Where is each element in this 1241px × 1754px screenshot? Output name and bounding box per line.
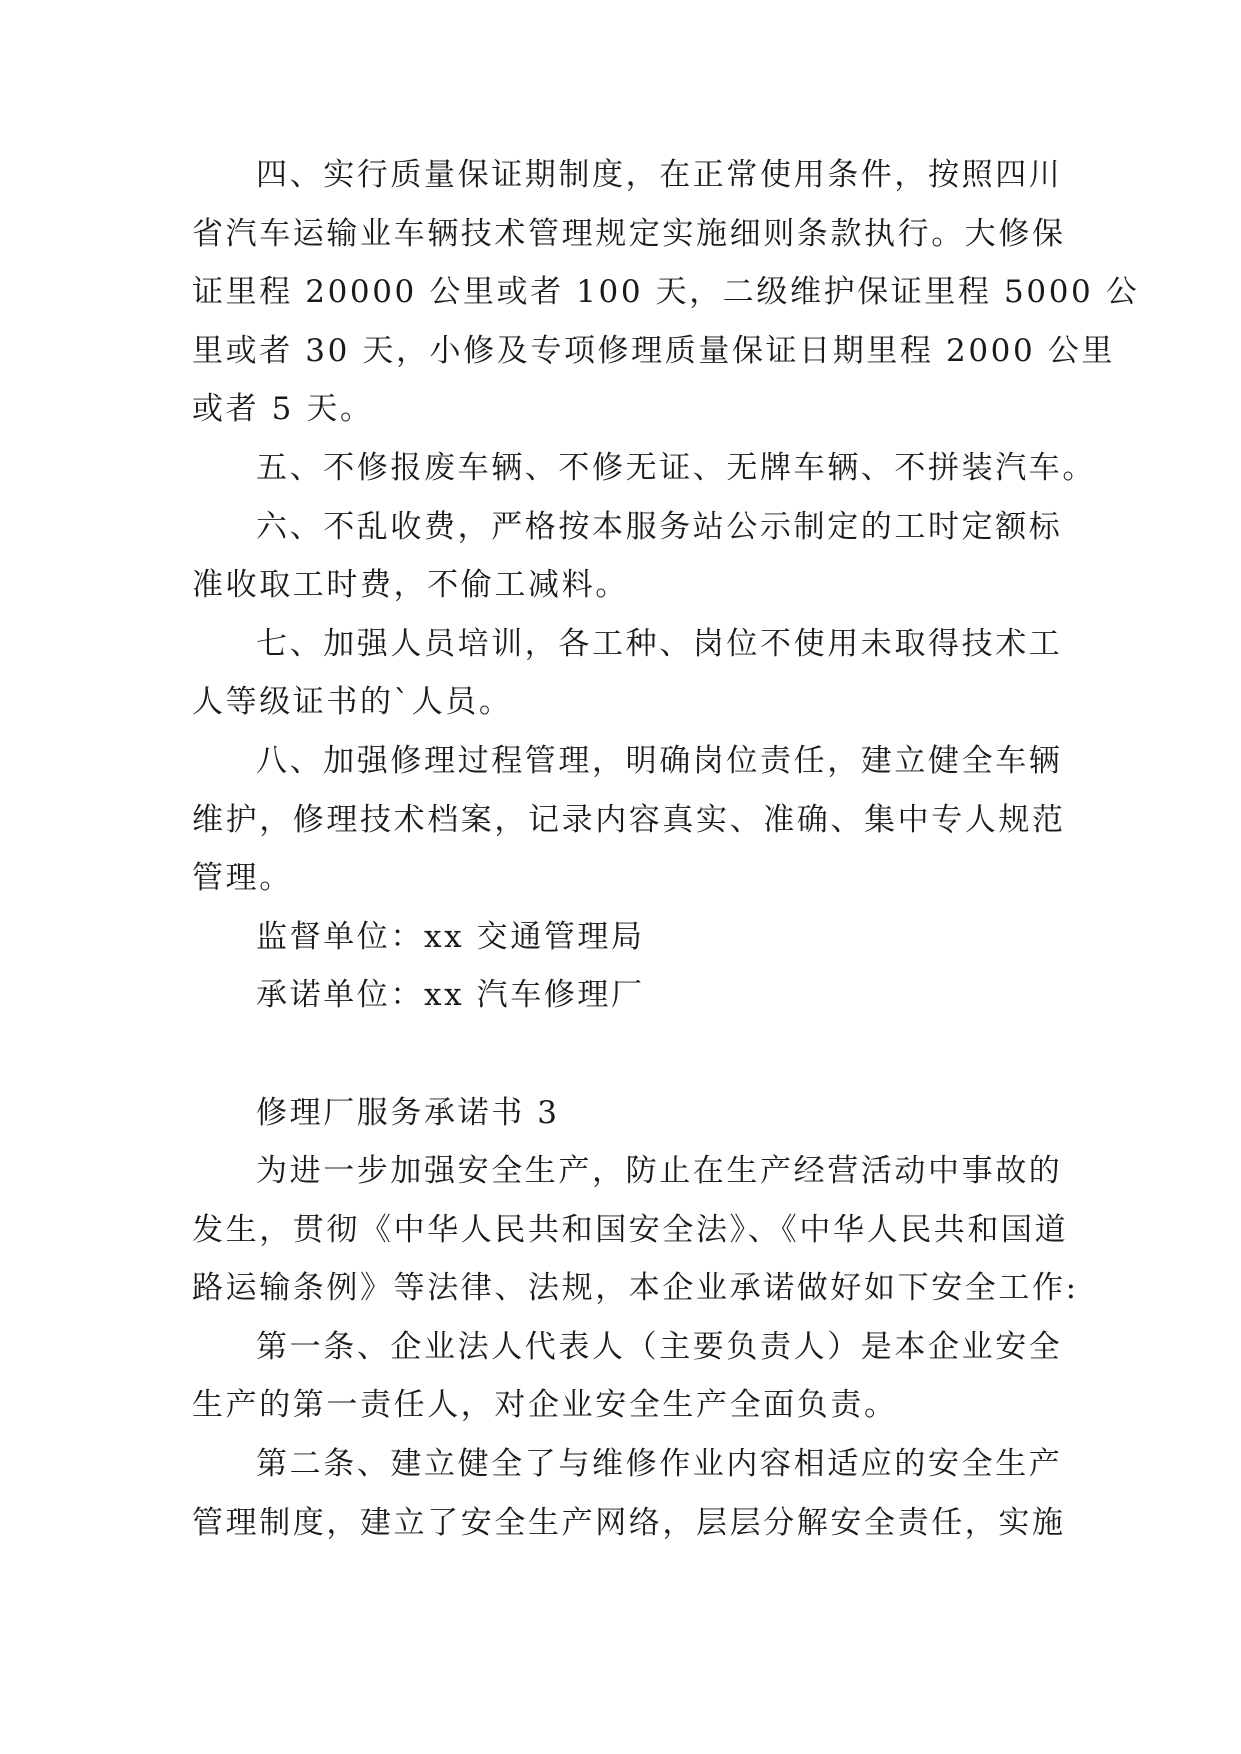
text-line: 八、加强修理过程管理，明确岗位责任，建立健全车辆 bbox=[256, 742, 1063, 779]
paragraph bbox=[192, 732, 1066, 908]
section-title: 修理厂服务承诺书 3 bbox=[256, 1094, 560, 1131]
paragraph bbox=[192, 1142, 1079, 1318]
paragraph bbox=[192, 1318, 1063, 1435]
text-line: 六、不乱收费，严格按本服务站公示制定的工时定额标 bbox=[256, 508, 1063, 545]
paragraph bbox=[192, 615, 1063, 732]
text-line: 生产的第一责任人，对企业安全生产全面负责。 bbox=[192, 1387, 898, 1424]
text-line: 里或者 30 天，小修及专项修理质量保证日期里程 2000 公里 bbox=[192, 332, 1115, 369]
text-line: 监督单位：xx 交通管理局 bbox=[256, 918, 645, 955]
text-line: 第二条、建立健全了与维修作业内容相适应的安全生产 bbox=[256, 1446, 1063, 1483]
text-line: 为进一步加强安全生产，防止在生产经营活动中事故的 bbox=[256, 1153, 1063, 1190]
text-line: 发生，贯彻《中华人民共和国安全法》、《中华人民共和国道 bbox=[192, 1211, 1069, 1248]
text-line: 管理。 bbox=[192, 860, 293, 897]
text-line: 管理制度，建立了安全生产网络，层层分解安全责任，实施 bbox=[192, 1504, 1066, 1541]
text-line: 准收取工时费，不偷工减料。 bbox=[192, 567, 629, 604]
text-line: 或者 5 天。 bbox=[192, 391, 374, 428]
text-line: 省汽车运输业车辆技术管理规定实施细则条款执行。大修保 bbox=[192, 215, 1066, 252]
paragraph bbox=[192, 908, 1050, 967]
blank-line bbox=[192, 1025, 1050, 1084]
text-line: 承诺单位：xx 汽车修理厂 bbox=[256, 977, 645, 1014]
text-line: 四、实行质量保证期制度，在正常使用条件，按照四川 bbox=[256, 157, 1063, 193]
text-line: 七、加强人员培训，各工种、岗位不使用未取得技术工 bbox=[256, 625, 1063, 662]
paragraph bbox=[192, 1435, 1066, 1552]
text-line: 第一条、企业法人代表人（主要负责人）是本企业安全 bbox=[256, 1328, 1063, 1365]
text-line: 路运输条例》等法律、法规，本企业承诺做好如下安全工作: bbox=[192, 1270, 1079, 1307]
text-line: 维护，修理技术档案，记录内容真实、准确、集中专人规范 bbox=[192, 801, 1066, 838]
paragraph bbox=[192, 498, 1063, 615]
paragraph bbox=[192, 966, 1050, 1025]
text-line: 证里程 20000 公里或者 100 天，二级维护保证里程 5000 公 bbox=[192, 274, 1140, 311]
paragraph bbox=[192, 439, 1096, 498]
paragraph bbox=[192, 146, 1140, 439]
document-body bbox=[192, 146, 1140, 1552]
text-line: 五、不修报废车辆、不修无证、无牌车辆、不拼装汽车。 bbox=[256, 449, 1096, 486]
text-line: 人等级证书的`人员。 bbox=[192, 684, 513, 721]
